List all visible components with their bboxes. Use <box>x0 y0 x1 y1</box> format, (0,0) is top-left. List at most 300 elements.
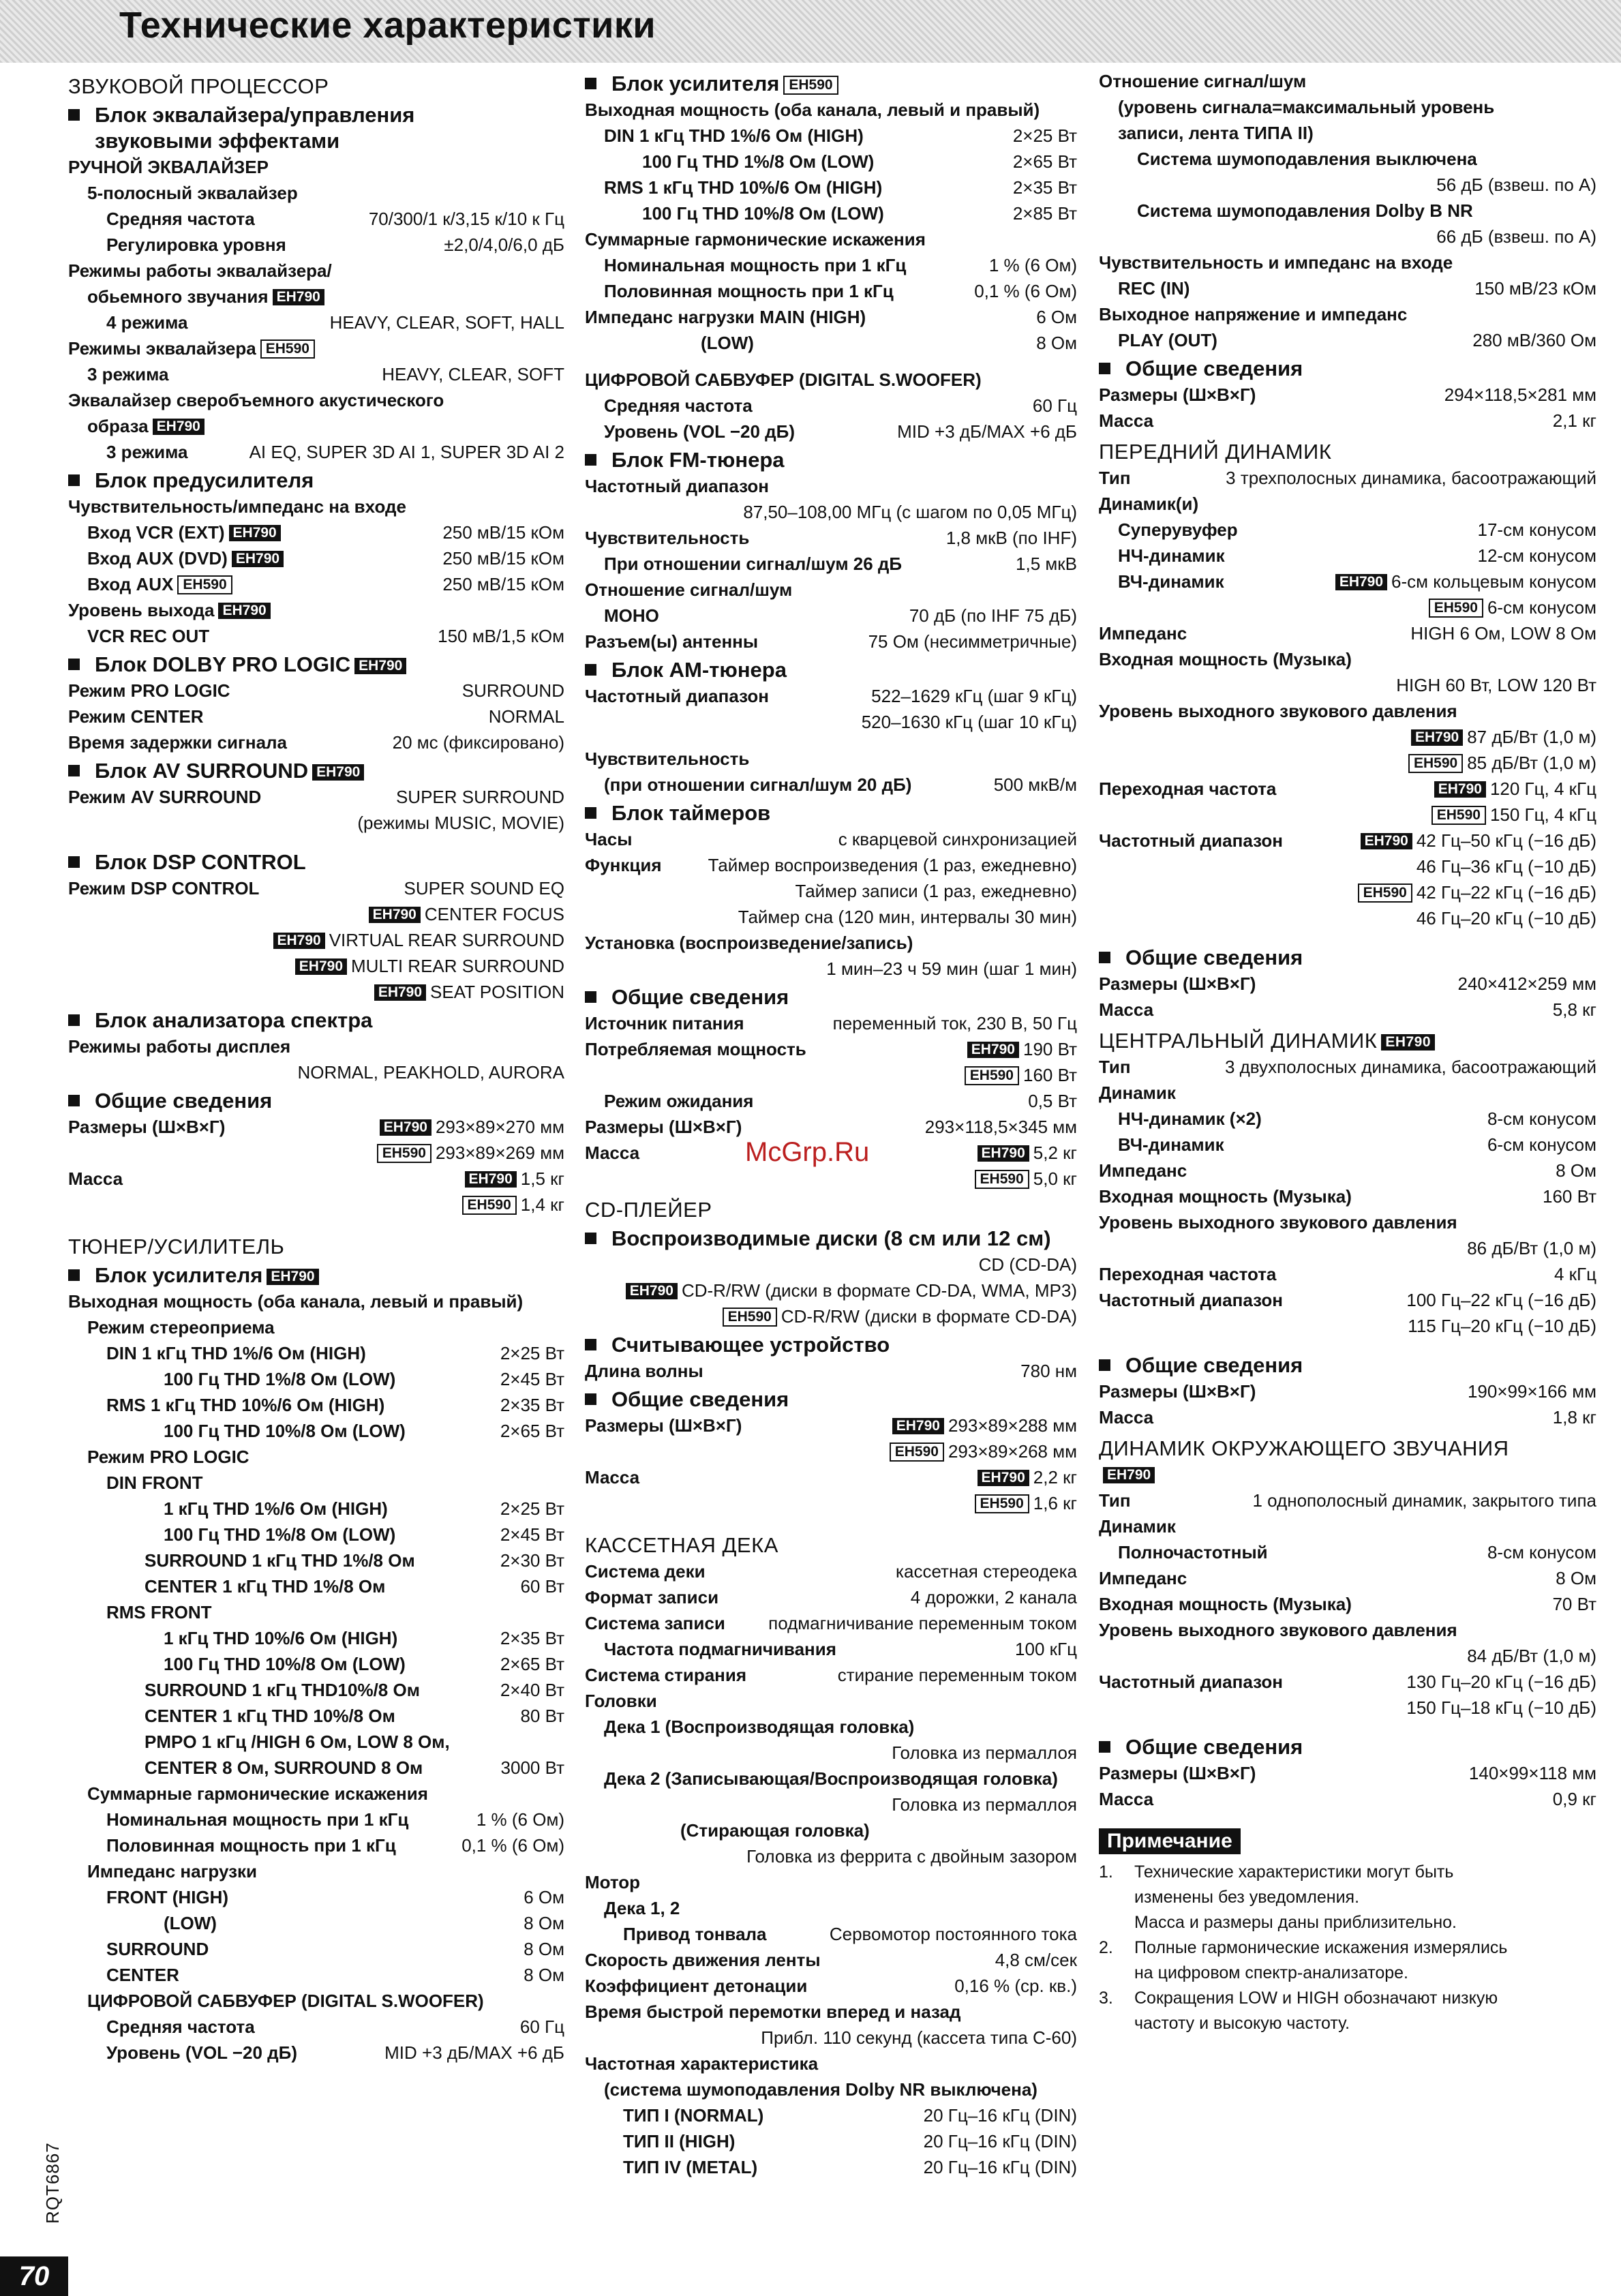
spec-label <box>585 2076 1077 2102</box>
note-number: 2. <box>1099 1938 1113 1957</box>
spec-value <box>730 904 1077 930</box>
spec-value <box>760 1610 1077 1636</box>
spec-row <box>585 603 1077 629</box>
document-code: RQT6867 <box>42 2142 63 2224</box>
spec-value-text: 8-см конусом <box>1487 1108 1596 1129</box>
spec-value <box>1005 123 1077 149</box>
watermark: McGrp.Ru <box>745 1137 870 1167</box>
spec-label-text: Время быстрой перемотки вперед и назад <box>585 2002 961 2022</box>
spec-value-text: 70/300/1 к/3,15 к/10 к Гц <box>368 209 564 229</box>
spec-row <box>68 519 564 545</box>
spec-value-text: 20 Гц–16 кГц (DIN) <box>923 2105 1077 2126</box>
spec-label <box>68 1755 493 1781</box>
spec-label-text: Масса <box>1099 410 1154 431</box>
spec-value <box>821 1921 1077 1947</box>
spec-label-text: образа <box>87 416 149 436</box>
spec-row <box>1099 543 1596 569</box>
spec-label-text: RMS 1 кГц THD 10%/6 Ом (HIGH) <box>106 1395 385 1415</box>
model-tag: EH790 <box>967 1042 1019 1058</box>
subsection-heading <box>1099 1734 1596 1760</box>
spec-label-text: Система шумоподавления Dolby B NR <box>1137 200 1473 221</box>
spec-value <box>1005 200 1077 226</box>
spec-label <box>68 1314 564 1340</box>
spec-value-text: 5,0 кг <box>1033 1168 1077 1189</box>
spec-value <box>1388 672 1596 698</box>
spec-label-text: PMPO 1 кГц /HIGH 6 Ом, LOW 8 Ом, <box>145 1732 450 1752</box>
spec-row <box>68 1166 564 1192</box>
spec-label-text: CENTER 8 Ом, SURROUND 8 Ом <box>145 1757 423 1778</box>
spec-row <box>585 1817 1077 1843</box>
spec-row <box>585 2076 1077 2102</box>
spec-value <box>1459 1643 1596 1669</box>
spec-label <box>1099 1261 1546 1287</box>
spec-row <box>585 1010 1077 1036</box>
note-number: 1. <box>1099 1862 1113 1882</box>
spec-value <box>1398 1695 1596 1721</box>
spec-value-text: SUPER SOUND EQ <box>404 878 564 898</box>
spec-value <box>753 2025 1077 2051</box>
spec-label-text: Полночастотный <box>1118 1542 1268 1562</box>
spec-label <box>585 1662 830 1688</box>
spec-row <box>1099 1695 1596 1721</box>
spec-row <box>1099 1539 1596 1565</box>
spec-row <box>1099 1106 1596 1132</box>
spec-label <box>1099 94 1596 120</box>
spec-row <box>68 1858 564 1884</box>
spec-label <box>585 1088 1020 1114</box>
spec-value <box>738 1843 1077 1869</box>
spec-value-text: 66 дБ (взвеш. по А) <box>1436 226 1596 247</box>
spec-row <box>585 1088 1077 1114</box>
spec-label <box>585 1999 1077 2025</box>
spec-value <box>963 1166 1077 1192</box>
spec-value-text: ±2,0/4,0/6,0 дБ <box>444 235 564 255</box>
spec-row <box>68 206 564 232</box>
spec-label-text: Вход VCR (EXT) <box>87 522 225 543</box>
spec-row <box>585 709 1077 735</box>
section-heading <box>68 1234 564 1260</box>
spec-label <box>585 473 1077 499</box>
spec-value <box>710 1303 1077 1329</box>
spec-value <box>880 1413 1077 1438</box>
spec-label <box>585 772 986 798</box>
spec-row <box>1099 1378 1596 1404</box>
spec-value <box>1323 569 1596 594</box>
heading-text: Общие сведения <box>95 1089 273 1113</box>
spec-row <box>68 1729 564 1755</box>
spec-value-text: 46 Гц–36 кГц (−10 дБ) <box>1416 856 1596 877</box>
spec-label-text: ТИП II (HIGH) <box>623 2131 736 2151</box>
model-tag: EH790 <box>273 933 325 949</box>
spec-label <box>68 1910 515 1936</box>
model-tag: EH590 <box>1431 806 1486 825</box>
spec-row <box>585 278 1077 304</box>
spec-value <box>453 1166 564 1192</box>
spec-value <box>915 2154 1077 2180</box>
spec-value <box>1217 1054 1596 1080</box>
spec-label <box>585 551 1008 577</box>
spec-value-text: 1,6 кг <box>1033 1493 1077 1513</box>
spec-label <box>1099 250 1596 275</box>
spec-label-text: FRONT (HIGH) <box>106 1887 229 1907</box>
section-heading <box>585 1532 1077 1558</box>
spec-row <box>1099 1487 1596 1513</box>
spec-label <box>68 571 434 597</box>
spec-value <box>946 1973 1077 1999</box>
model-tag: EH590 <box>177 575 232 594</box>
spec-label <box>68 784 388 810</box>
spec-row <box>1099 94 1596 120</box>
spec-value <box>860 629 1077 654</box>
spec-label <box>68 1962 515 1988</box>
spec-label <box>585 1413 880 1438</box>
spec-value <box>429 623 564 649</box>
spec-row <box>68 232 564 258</box>
spec-row <box>585 826 1077 852</box>
spec-row <box>68 1418 564 1444</box>
spec-label <box>68 387 564 413</box>
spec-value-text: 8 Ом <box>524 1939 564 1959</box>
spec-value-text: 6-см конусом <box>1487 597 1596 618</box>
subsection-heading <box>68 468 564 494</box>
spacer <box>1099 1721 1596 1732</box>
spec-value-text: Головка из феррита с двойным зазором <box>746 1846 1077 1867</box>
spec-label-text: НЧ-динамик <box>1118 545 1225 566</box>
spec-row <box>1099 569 1596 594</box>
spec-value <box>1459 1378 1596 1404</box>
spec-value-text: 500 мкВ/м <box>993 774 1077 795</box>
spec-label-text: Размеры (Ш×В×Г) <box>1099 1763 1256 1783</box>
subsection-heading <box>68 652 564 678</box>
heading-text: Блок FM-тюнера <box>611 448 785 472</box>
spec-label-text: Режим стереоприема <box>87 1317 275 1338</box>
spec-value-text: 522–1629 кГц (шаг 9 кГц) <box>871 686 1077 706</box>
spec-label-text: Вход AUX (DVD) <box>87 548 228 569</box>
spec-label-text: Отношение сигнал/шум <box>1099 71 1307 91</box>
spec-value-text: 60 Гц <box>519 2016 564 2037</box>
spec-value-text: 20 Гц–16 кГц (DIN) <box>923 2131 1077 2151</box>
spec-value <box>512 1703 564 1729</box>
spec-row <box>68 597 564 623</box>
heading-text: Блок эквалайзера/управления <box>95 103 415 127</box>
spec-value-text: 0,1 % (6 Ом) <box>461 1835 564 1856</box>
spec-value-text: 293×118,5×345 мм <box>924 1117 1077 1137</box>
spec-label <box>585 1766 1077 1792</box>
spec-value-text: 1,8 кг <box>1552 1407 1596 1428</box>
spec-row <box>1099 120 1596 146</box>
spec-row <box>585 1688 1077 1714</box>
model-tag: EH790 <box>267 1269 318 1285</box>
spec-value-text: 8 Ом <box>1556 1568 1596 1588</box>
spec-value-text: AI EQ, SUPER 3D AI 1, SUPER 3D AI 2 <box>249 442 564 462</box>
spec-value <box>1436 382 1596 408</box>
spec-label <box>1099 120 1596 146</box>
spec-row <box>585 2154 1077 2180</box>
spec-value-text: 20 Гц–16 кГц (DIN) <box>923 2157 1077 2177</box>
spec-value <box>436 232 564 258</box>
spec-value-text: 42 Гц–50 кГц (−16 дБ) <box>1416 830 1596 851</box>
spec-value-text: HEAVY, CLEAR, SOFT, HALL <box>329 312 564 333</box>
spec-row <box>68 1059 564 1085</box>
spec-value-text: 3000 Вт <box>500 1757 564 1778</box>
spec-label <box>68 413 564 439</box>
spec-label-text: Режим ожидания <box>604 1091 754 1111</box>
spec-value-text: 2×25 Вт <box>1012 125 1077 146</box>
spec-label <box>1099 646 1596 672</box>
spec-value-text: 4 дорожки, 2 канала <box>910 1587 1077 1607</box>
spec-value-text: 2×35 Вт <box>500 1628 564 1648</box>
spec-row <box>68 1599 564 1625</box>
spec-row <box>585 629 1077 654</box>
spec-value-text: 293×89×269 мм <box>435 1143 564 1163</box>
spec-label <box>68 1599 564 1625</box>
spec-row <box>1099 146 1596 172</box>
spec-label <box>1099 1669 1398 1695</box>
spec-value <box>492 1366 564 1392</box>
spec-label-text: 1 кГц THD 10%/6 Ом (HIGH) <box>164 1628 398 1648</box>
spec-value <box>261 927 565 953</box>
spec-row <box>1099 491 1596 517</box>
spec-row <box>68 729 564 755</box>
spec-label <box>68 1781 564 1807</box>
spec-label-text: ЦИФРОВОЙ САБВУФЕР (DIGITAL S.WOOFER) <box>87 1991 484 2011</box>
spec-value <box>1547 1565 1596 1591</box>
heading-text: Блок усилителя <box>611 72 780 95</box>
spec-row <box>1099 198 1596 224</box>
heading-text: Блок АМ-тюнера <box>611 658 787 682</box>
spec-value <box>1470 543 1597 569</box>
page-title: Технические характеристики <box>119 5 656 46</box>
spec-row <box>68 1703 564 1729</box>
spec-value <box>362 979 564 1005</box>
spec-value-text: 6 Ом <box>524 1887 564 1907</box>
spec-value-text: 70 дБ (по IHF 75 дБ) <box>909 605 1077 626</box>
heading-text: Воспроизводимые диски (8 см или 12 см) <box>611 1226 1051 1250</box>
spec-label <box>585 525 938 551</box>
spec-value <box>613 1278 1077 1303</box>
heading-text: ЦЕНТРАЛЬНЫЙ ДИНАМИК <box>1099 1029 1378 1053</box>
spec-label <box>68 704 481 729</box>
spec-row <box>68 1677 564 1703</box>
spec-row <box>585 1252 1077 1278</box>
spec-label <box>68 1729 564 1755</box>
spec-label-text: Дека 1, 2 <box>604 1898 680 1918</box>
spec-value-text: VIRTUAL REAR SURROUND <box>329 930 564 950</box>
spec-label-text: CENTER 1 кГц THD 1%/8 Ом <box>145 1576 386 1597</box>
spec-label <box>68 1166 453 1192</box>
spec-label-text: Дека 2 (Записывающая/Воспроизводящая головка) <box>604 1768 1058 1789</box>
spec-label-text: Режим PRO LOGIC <box>87 1447 249 1467</box>
spec-row <box>585 1895 1077 1921</box>
spec-label <box>68 678 454 704</box>
spec-value-text: с кварцевой синхронизацией <box>838 829 1077 849</box>
spec-row <box>585 1464 1077 1490</box>
spec-label-text: Частота подмагничивания <box>604 1639 836 1659</box>
spec-label <box>585 1869 1077 1895</box>
spec-row <box>1099 646 1596 672</box>
spec-label-text: 100 Гц THD 10%/8 Ом (LOW) <box>642 203 884 224</box>
subsection-heading <box>1099 356 1596 382</box>
spec-value-text: 293×89×268 мм <box>948 1441 1077 1462</box>
spec-value-text: 294×118,5×281 мм <box>1444 384 1596 405</box>
spec-label-text: Режим CENTER <box>68 706 204 727</box>
spec-label <box>1099 465 1217 491</box>
spec-row <box>68 1192 564 1218</box>
spec-label <box>585 1010 825 1036</box>
spec-label-text: ВЧ-динамик <box>1118 1134 1224 1155</box>
spec-label <box>585 1947 987 1973</box>
spec-label-text: Чувствительность и импеданс на входе <box>1099 252 1453 273</box>
model-tag: EH790 <box>374 984 426 1001</box>
spec-row <box>68 2014 564 2040</box>
spec-label <box>1099 997 1545 1023</box>
note-line: на цифровом спектр-анализаторе. <box>1134 1963 1409 1982</box>
spec-value-text: SUPER SURROUND <box>395 787 564 807</box>
spec-label <box>1099 1591 1544 1617</box>
spec-label <box>1099 382 1436 408</box>
spec-value <box>450 1192 564 1218</box>
spec-value <box>1025 393 1077 419</box>
spec-value <box>453 1832 564 1858</box>
spec-row <box>68 1114 564 1140</box>
spec-label <box>1099 1786 1545 1812</box>
spec-row <box>68 258 564 284</box>
spec-value <box>863 683 1077 709</box>
spec-label-text: Часы <box>585 829 633 849</box>
spec-label <box>68 597 564 623</box>
spec-row <box>1099 672 1596 698</box>
spec-row <box>68 1470 564 1496</box>
spec-value-text: 1 % (6 Ом) <box>988 255 1077 275</box>
spec-row <box>68 704 564 729</box>
spec-value-text: 4 кГц <box>1554 1264 1596 1284</box>
note-line: изменены без уведомления. <box>1134 1888 1360 1907</box>
spec-label <box>68 1936 515 1962</box>
spec-label <box>68 875 396 901</box>
spec-value <box>1545 1786 1596 1812</box>
spec-value <box>1479 1539 1596 1565</box>
spec-value <box>901 603 1077 629</box>
spec-value-text: 8 Ом <box>524 1913 564 1933</box>
spec-row <box>585 930 1077 956</box>
model-tag: EH790 <box>312 764 364 781</box>
spec-row <box>68 309 564 335</box>
spec-row <box>585 1714 1077 1740</box>
spec-label <box>585 367 1077 393</box>
spec-value <box>877 1438 1077 1464</box>
spec-row <box>1099 172 1596 198</box>
note-line: частоту и высокую частоту. <box>1134 2014 1350 2033</box>
spec-label-text: Импеданс нагрузки <box>87 1861 258 1882</box>
note-item <box>1099 1860 1596 1935</box>
spec-label-text: Частотный диапазон <box>1099 1290 1283 1310</box>
spec-value-text: 20 мс (фиксировано) <box>392 732 564 753</box>
spec-label-text: Размеры (Ш×В×Г) <box>1099 384 1256 405</box>
spec-label <box>585 603 901 629</box>
spec-label-text: (система шумоподавления Dolby NR выключена) <box>604 2079 1037 2100</box>
spec-value <box>1028 304 1077 330</box>
model-tag: EH790 <box>380 1119 431 1136</box>
spec-row <box>68 2040 564 2066</box>
spec-label <box>1099 1565 1547 1591</box>
spec-label <box>68 154 564 180</box>
heading-text: Общие сведения <box>1125 357 1303 380</box>
spec-label-text: Режимы работы дисплея <box>68 1036 291 1057</box>
spec-value <box>1544 1591 1596 1617</box>
spec-row <box>1099 465 1596 491</box>
spec-label-text: ВЧ-динамик <box>1118 571 1224 592</box>
subsection-heading <box>585 71 1077 97</box>
spec-value-text: 115 Гц–20 кГц (−10 дБ) <box>1408 1316 1596 1336</box>
spec-value-text: HEAVY, CLEAR, SOFT <box>382 364 564 384</box>
spec-label <box>68 232 436 258</box>
spec-label <box>585 149 1005 175</box>
spec-row <box>1099 224 1596 250</box>
spec-row <box>68 623 564 649</box>
spec-label <box>1099 146 1596 172</box>
spec-row <box>585 393 1077 419</box>
spec-label <box>68 1807 468 1832</box>
spec-row <box>585 330 1077 356</box>
spec-value-text: 1 % (6 Ом) <box>476 1809 564 1830</box>
spec-row <box>1099 1565 1596 1591</box>
spec-row <box>585 1166 1077 1192</box>
spec-label <box>585 330 1028 356</box>
spec-value <box>987 1947 1077 1973</box>
spec-value-text: 87 дБ/Вт (1,0 м) <box>1467 727 1596 747</box>
spec-label <box>585 1114 917 1140</box>
spec-value-text: подмагничивание переменным током <box>768 1613 1077 1633</box>
spec-label <box>68 1651 492 1677</box>
spec-label-text: Входная мощность (Музыка) <box>1099 649 1352 669</box>
spec-row <box>1099 1462 1596 1487</box>
spec-label <box>68 1522 492 1547</box>
spec-label <box>68 1832 453 1858</box>
spec-label-text: Тип <box>1099 468 1131 488</box>
spec-label <box>68 494 564 519</box>
spec-value-text: CD-R/RW (диски в формате CD-DA, WMA, MP3) <box>681 1280 1077 1301</box>
spacer <box>68 836 564 847</box>
spec-label <box>585 1558 888 1584</box>
spec-value <box>367 1114 564 1140</box>
spec-row <box>68 1522 564 1547</box>
section-heading <box>1099 1436 1596 1462</box>
spec-value <box>735 499 1077 525</box>
spec-row <box>1099 1313 1596 1339</box>
spec-label <box>1099 698 1596 724</box>
spec-value <box>283 953 564 979</box>
spec-value <box>952 1062 1077 1088</box>
spec-value <box>241 439 564 465</box>
spec-value <box>1428 172 1596 198</box>
spec-value-text: MID +3 дБ/MAX +6 дБ <box>897 421 1077 442</box>
spec-value <box>830 1662 1077 1688</box>
spec-row <box>1099 802 1596 828</box>
spec-label-text: Установка (воспроизведение/запись) <box>585 933 913 953</box>
spec-value <box>1479 1132 1596 1158</box>
spec-value-text: CD-R/RW (диски в формате CD-DA) <box>781 1306 1077 1327</box>
subsection-heading <box>1099 1353 1596 1378</box>
spec-value-text: SEAT POSITION <box>430 982 564 1002</box>
spec-label-text: Частотный диапазон <box>1099 830 1283 851</box>
spec-value <box>1005 149 1077 175</box>
spec-row <box>585 1114 1077 1140</box>
spec-label <box>68 2040 376 2066</box>
spec-row <box>585 2025 1077 2051</box>
spec-label <box>1099 275 1466 301</box>
model-tag: EH790 <box>892 1418 944 1434</box>
spec-value <box>1008 551 1077 577</box>
